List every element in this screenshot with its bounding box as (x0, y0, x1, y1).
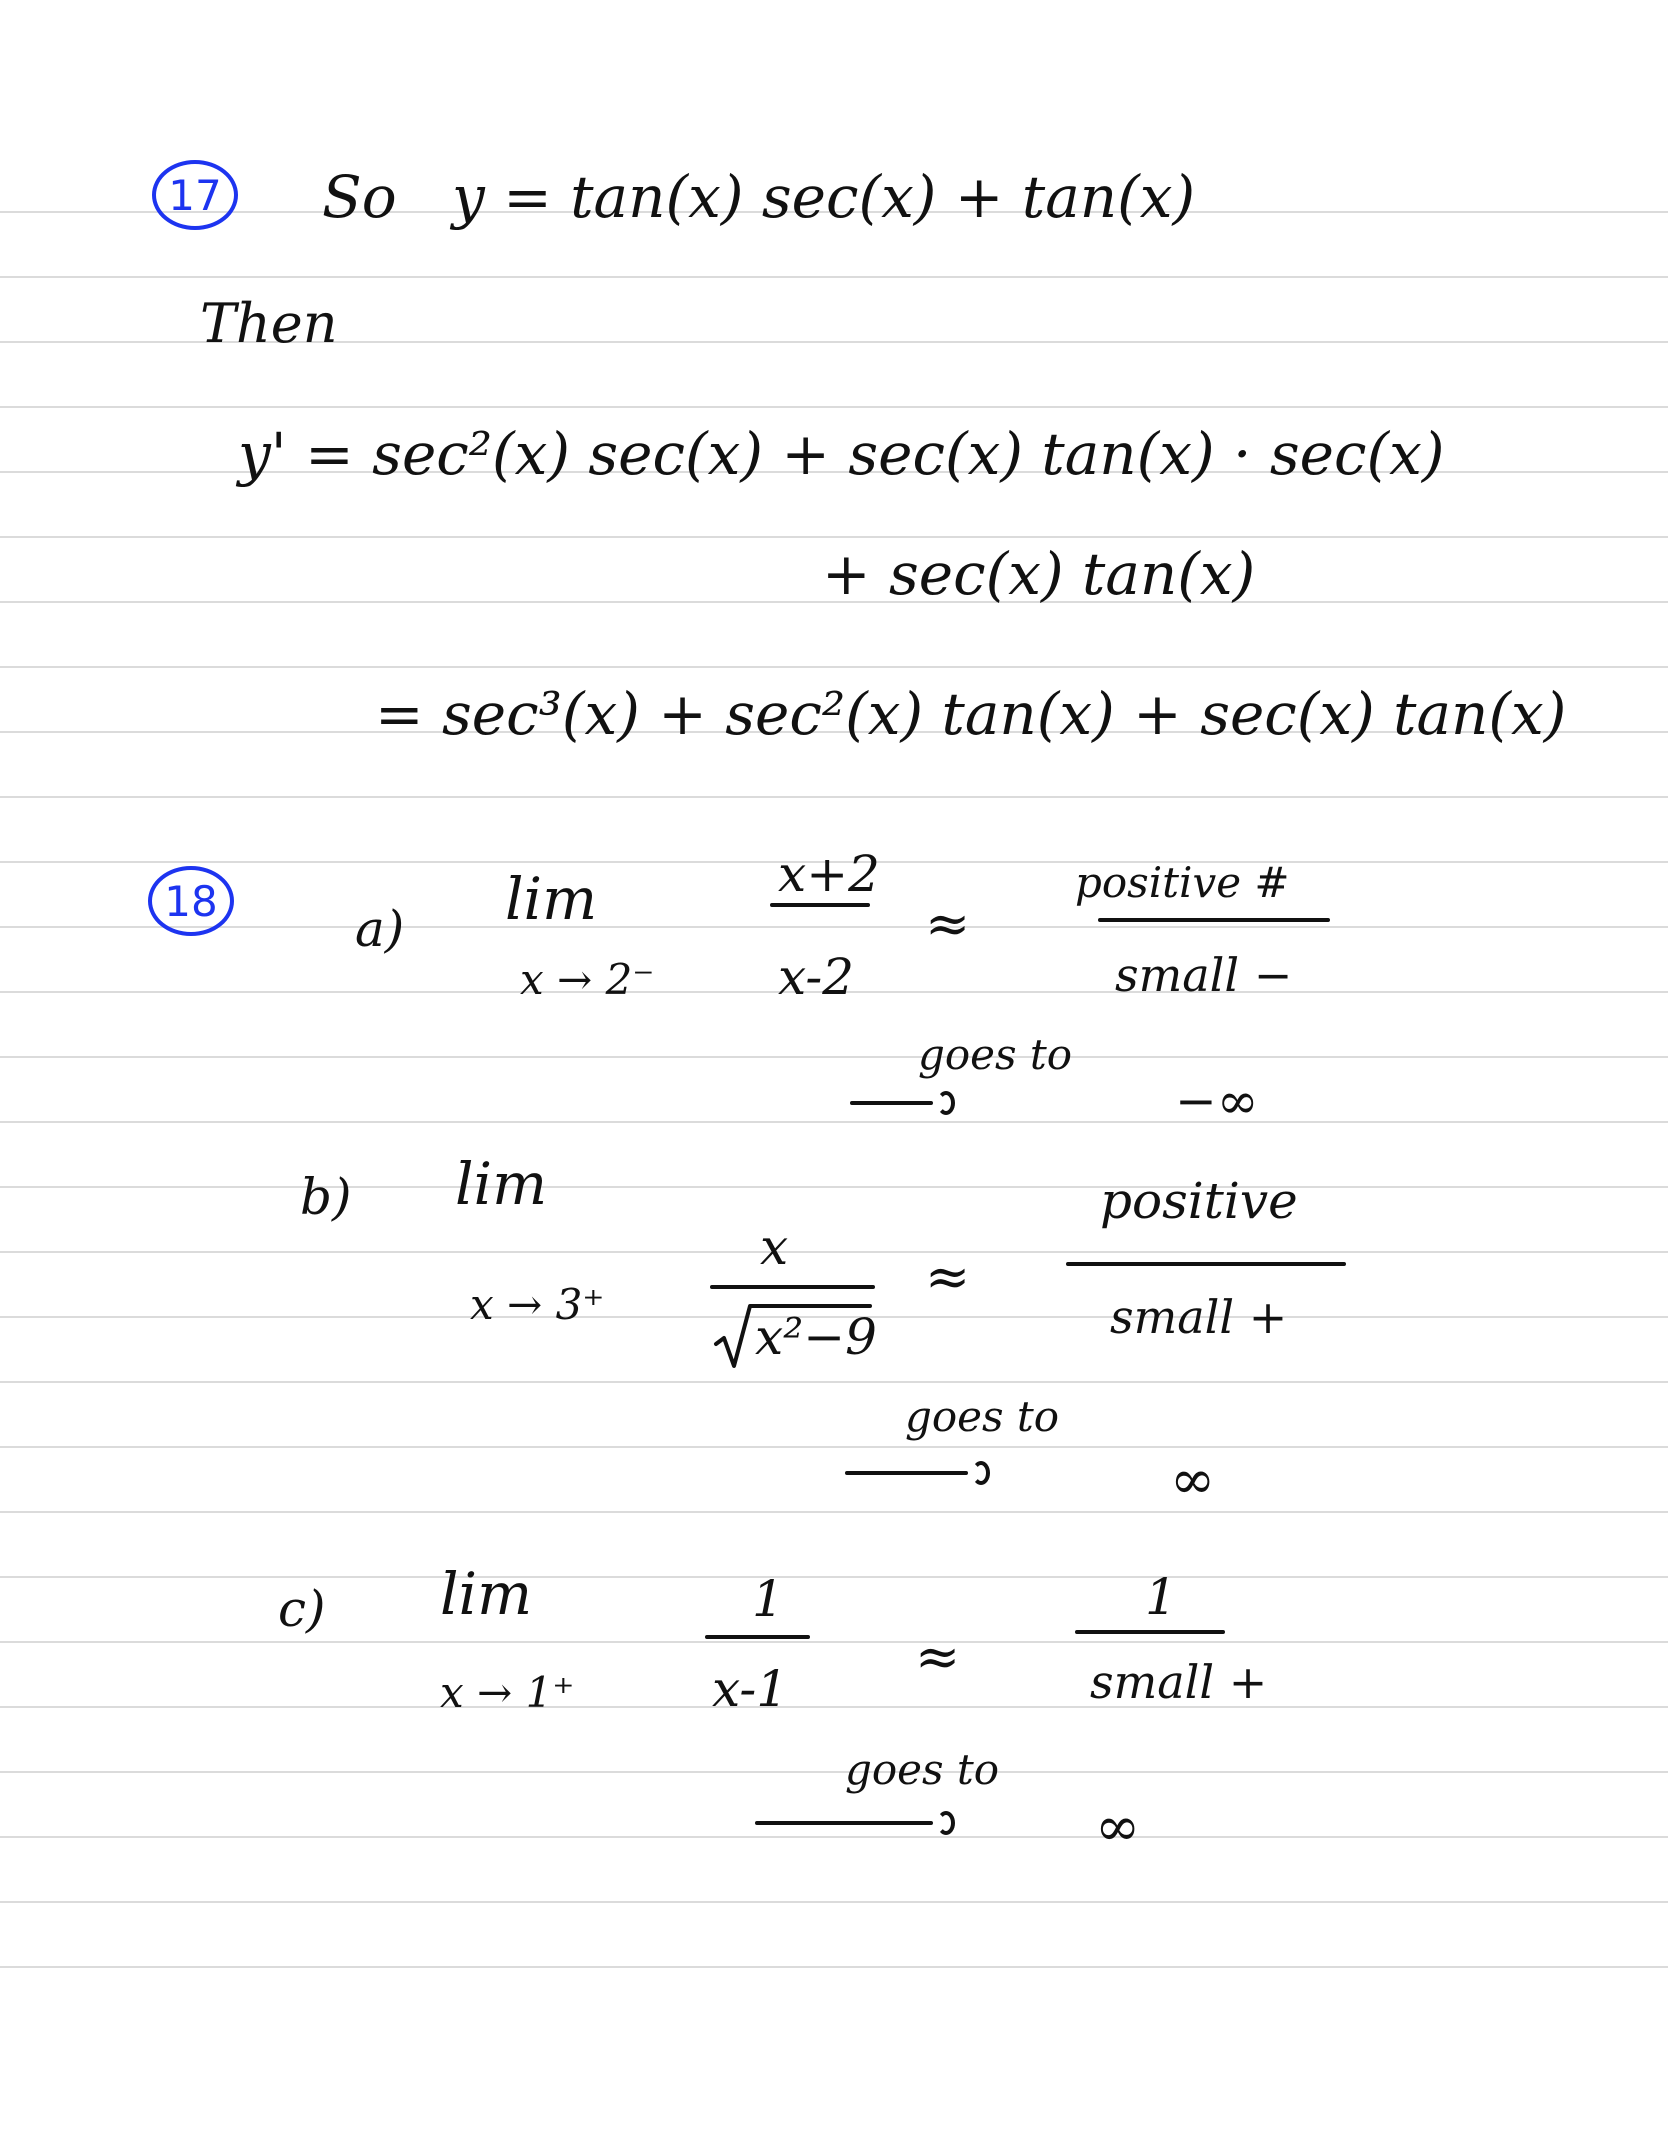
part-a-goes-to: goes to (918, 1030, 1073, 1079)
part-a-lim: lim (505, 865, 598, 933)
y-definition: y = tan(x) sec(x) + tan(x) (452, 163, 1196, 231)
part-c-denominator: x-1 (712, 1660, 789, 1718)
part-a-result-numerator: positive # (1075, 858, 1290, 907)
part-c-lim: lim (440, 1560, 533, 1628)
part-b-denominator: x²−9 (755, 1308, 877, 1366)
part-b-lim: lim (455, 1150, 548, 1218)
derivative-line-1: y' = sec²(x) sec(x) + sec(x) tan(x) · sec(x) (238, 420, 1445, 488)
part-c-fraction-bar (705, 1635, 810, 1639)
derivative-line-2: + sec(x) tan(x) (822, 540, 1256, 608)
part-c-result-fraction-bar (1075, 1630, 1225, 1634)
part-b-numerator: x (760, 1218, 789, 1276)
problem-18-number: 18 (148, 866, 234, 936)
then-text: Then (200, 292, 338, 355)
part-a-result-denominator: small − (1115, 948, 1293, 1002)
part-c-subscript: x → 1⁺ (440, 1668, 575, 1717)
part-b-label: b) (300, 1168, 352, 1226)
part-c-result-numerator: 1 (1145, 1568, 1177, 1626)
part-b-result-denominator: small + (1110, 1290, 1288, 1344)
part-c-result-denominator: small + (1090, 1655, 1268, 1709)
part-b-result: ∞ (1170, 1448, 1215, 1511)
derivative-line-3: = sec³(x) + sec²(x) tan(x) + sec(x) tan(x) (375, 680, 1567, 748)
part-c-goes-to: goes to (845, 1745, 1000, 1794)
part-b-approx: ≈ (925, 1245, 971, 1308)
part-a-denominator: x-2 (778, 948, 855, 1006)
part-b-subscript: x → 3⁺ (470, 1280, 605, 1329)
part-b-result-fraction-bar (1066, 1262, 1346, 1266)
part-b-fraction-bar (710, 1285, 875, 1289)
part-a-subscript: x → 2⁻ (520, 955, 655, 1004)
part-a-approx: ≈ (925, 892, 971, 955)
part-a-result: −∞ (1175, 1072, 1259, 1130)
part-a-fraction-bar (770, 903, 870, 907)
part-b-arrow-icon (845, 1458, 990, 1488)
part-c-approx: ≈ (915, 1625, 961, 1688)
part-a-label: a) (355, 900, 405, 958)
part-b-goes-to: goes to (905, 1392, 1060, 1441)
part-c-result: ∞ (1095, 1795, 1140, 1858)
part-a-numerator: x+2 (778, 845, 880, 903)
problem-17-number: 17 (152, 160, 238, 230)
part-a-result-fraction-bar (1098, 918, 1330, 922)
part-c-label: c) (278, 1580, 326, 1638)
part-a-arrow-icon (850, 1088, 955, 1118)
part-c-arrow-icon (755, 1808, 955, 1838)
so-text: So (322, 163, 397, 231)
part-b-result-numerator: positive (1100, 1172, 1298, 1230)
part-c-numerator: 1 (752, 1570, 784, 1628)
